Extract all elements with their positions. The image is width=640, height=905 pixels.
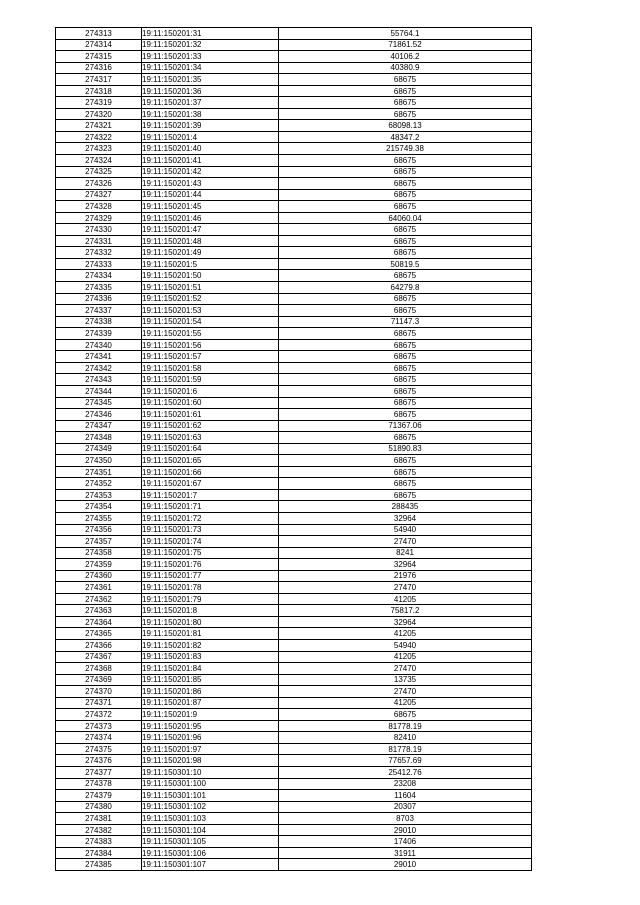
cadastral-number-cell: 19:11:150201:46 <box>142 212 279 224</box>
row-id-cell: 274369 <box>56 674 142 686</box>
value-cell: 68675 <box>279 374 532 386</box>
row-id-cell: 274314 <box>56 39 142 51</box>
row-id-cell: 274379 <box>56 790 142 802</box>
row-id-cell: 274332 <box>56 247 142 259</box>
table-row <box>56 74 532 86</box>
cadastral-number-cell: 19:11:150201:4 <box>142 131 279 143</box>
cadastral-number-cell: 19:11:150201:36 <box>142 85 279 97</box>
row-id-cell: 274339 <box>56 328 142 340</box>
row-id-cell: 274336 <box>56 293 142 305</box>
value-cell: 68675 <box>279 108 532 120</box>
row-id-cell: 274350 <box>56 455 142 467</box>
table-row <box>56 397 532 409</box>
table-row <box>56 697 532 709</box>
cadastral-number-cell: 19:11:150201:65 <box>142 455 279 467</box>
row-id-cell: 274360 <box>56 570 142 582</box>
table-row <box>56 755 532 767</box>
table-row <box>56 201 532 213</box>
value-cell: 68675 <box>279 189 532 201</box>
cadastral-number-cell: 19:11:150201:86 <box>142 686 279 698</box>
value-cell: 68675 <box>279 455 532 467</box>
row-id-cell: 274334 <box>56 270 142 282</box>
cadastral-number-cell: 19:11:150201:64 <box>142 443 279 455</box>
value-cell: 68675 <box>279 466 532 478</box>
row-id-cell: 274364 <box>56 616 142 628</box>
cadastral-number-cell: 19:11:150201:78 <box>142 582 279 594</box>
table-row <box>56 524 532 536</box>
value-cell: 68675 <box>279 339 532 351</box>
row-id-cell: 274384 <box>56 847 142 859</box>
table-row <box>56 282 532 294</box>
cadastral-number-cell: 19:11:150201:9 <box>142 709 279 721</box>
table-row <box>56 466 532 478</box>
row-id-cell: 274357 <box>56 536 142 548</box>
table-row <box>56 224 532 236</box>
value-cell: 68675 <box>279 328 532 340</box>
table-row <box>56 258 532 270</box>
cadastral-number-cell: 19:11:150201:77 <box>142 570 279 582</box>
cadastral-number-cell: 19:11:150201:52 <box>142 293 279 305</box>
row-id-cell: 274331 <box>56 235 142 247</box>
cadastral-number-cell: 19:11:150201:39 <box>142 120 279 132</box>
table-row <box>56 108 532 120</box>
cadastral-number-cell: 19:11:150201:35 <box>142 74 279 86</box>
row-id-cell: 274375 <box>56 743 142 755</box>
cadastral-number-cell: 19:11:150301:10 <box>142 767 279 779</box>
cadastral-number-cell: 19:11:150201:48 <box>142 235 279 247</box>
value-cell: 29010 <box>279 859 532 871</box>
cadastral-number-cell: 19:11:150201:66 <box>142 466 279 478</box>
value-cell: 68675 <box>279 155 532 167</box>
row-id-cell: 274374 <box>56 732 142 744</box>
value-cell: 68675 <box>279 235 532 247</box>
value-cell: 68675 <box>279 166 532 178</box>
value-cell: 68675 <box>279 293 532 305</box>
value-cell: 54940 <box>279 639 532 651</box>
table-row <box>56 582 532 594</box>
row-id-cell: 274381 <box>56 813 142 825</box>
cadastral-number-cell: 19:11:150201:71 <box>142 501 279 513</box>
cadastral-number-cell: 19:11:150201:49 <box>142 247 279 259</box>
table-row <box>56 778 532 790</box>
value-cell: 68098.13 <box>279 120 532 132</box>
cadastral-number-cell: 19:11:150201:53 <box>142 305 279 317</box>
cadastral-number-cell: 19:11:150201:58 <box>142 362 279 374</box>
value-cell: 20307 <box>279 801 532 813</box>
row-id-cell: 274315 <box>56 51 142 63</box>
row-id-cell: 274365 <box>56 628 142 640</box>
table-row <box>56 478 532 490</box>
cadastral-number-cell: 19:11:150201:44 <box>142 189 279 201</box>
cadastral-number-cell: 19:11:150301:107 <box>142 859 279 871</box>
row-id-cell: 274362 <box>56 593 142 605</box>
table-row <box>56 720 532 732</box>
cadastral-number-cell: 19:11:150201:5 <box>142 258 279 270</box>
value-cell: 82410 <box>279 732 532 744</box>
table-row <box>56 859 532 871</box>
row-id-cell: 274371 <box>56 697 142 709</box>
row-id-cell: 274359 <box>56 559 142 571</box>
row-id-cell: 274363 <box>56 605 142 617</box>
data-table <box>55 27 532 871</box>
row-id-cell: 274351 <box>56 466 142 478</box>
cadastral-number-cell: 19:11:150201:81 <box>142 628 279 640</box>
cadastral-number-cell: 19:11:150201:45 <box>142 201 279 213</box>
value-cell: 32964 <box>279 616 532 628</box>
cadastral-number-cell: 19:11:150201:32 <box>142 39 279 51</box>
row-id-cell: 274378 <box>56 778 142 790</box>
table-row <box>56 155 532 167</box>
table-row <box>56 305 532 317</box>
table-row <box>56 455 532 467</box>
cadastral-number-cell: 19:11:150201:43 <box>142 178 279 190</box>
table-row <box>56 709 532 721</box>
value-cell: 40106.2 <box>279 51 532 63</box>
cadastral-number-cell: 19:11:150201:84 <box>142 663 279 675</box>
row-id-cell: 274328 <box>56 201 142 213</box>
table-row <box>56 166 532 178</box>
cadastral-number-cell: 19:11:150201:7 <box>142 489 279 501</box>
table-row <box>56 790 532 802</box>
table-row <box>56 51 532 63</box>
value-cell: 51890.83 <box>279 443 532 455</box>
row-id-cell: 274338 <box>56 316 142 328</box>
row-id-cell: 274326 <box>56 178 142 190</box>
value-cell: 68675 <box>279 201 532 213</box>
row-id-cell: 274373 <box>56 720 142 732</box>
table-row <box>56 143 532 155</box>
table-row <box>56 247 532 259</box>
table-row <box>56 178 532 190</box>
cadastral-number-cell: 19:11:150301:104 <box>142 824 279 836</box>
cadastral-number-cell: 19:11:150201:87 <box>142 697 279 709</box>
row-id-cell: 274317 <box>56 74 142 86</box>
cadastral-number-cell: 19:11:150201:41 <box>142 155 279 167</box>
cadastral-number-cell: 19:11:150201:8 <box>142 605 279 617</box>
table-row <box>56 593 532 605</box>
value-cell: 54940 <box>279 524 532 536</box>
value-cell: 71861.52 <box>279 39 532 51</box>
table-row <box>56 97 532 109</box>
value-cell: 68675 <box>279 305 532 317</box>
value-cell: 27470 <box>279 582 532 594</box>
table-body <box>56 28 532 871</box>
row-id-cell: 274318 <box>56 85 142 97</box>
table-row <box>56 62 532 74</box>
value-cell: 31911 <box>279 847 532 859</box>
value-cell: 29010 <box>279 824 532 836</box>
value-cell: 71367.06 <box>279 420 532 432</box>
row-id-cell: 274345 <box>56 397 142 409</box>
row-id-cell: 274335 <box>56 282 142 294</box>
value-cell: 68675 <box>279 97 532 109</box>
row-id-cell: 274333 <box>56 258 142 270</box>
cadastral-number-cell: 19:11:150201:62 <box>142 420 279 432</box>
table-row <box>56 235 532 247</box>
row-id-cell: 274323 <box>56 143 142 155</box>
row-id-cell: 274349 <box>56 443 142 455</box>
cadastral-number-cell: 19:11:150301:100 <box>142 778 279 790</box>
value-cell: 27470 <box>279 536 532 548</box>
cadastral-number-cell: 19:11:150201:85 <box>142 674 279 686</box>
cadastral-number-cell: 19:11:150201:75 <box>142 547 279 559</box>
value-cell: 25412.76 <box>279 767 532 779</box>
cadastral-number-cell: 19:11:150201:80 <box>142 616 279 628</box>
value-cell: 48347.2 <box>279 131 532 143</box>
cadastral-number-cell: 19:11:150201:40 <box>142 143 279 155</box>
row-id-cell: 274358 <box>56 547 142 559</box>
value-cell: 68675 <box>279 351 532 363</box>
value-cell: 41205 <box>279 628 532 640</box>
cadastral-number-cell: 19:11:150301:105 <box>142 836 279 848</box>
table-row <box>56 663 532 675</box>
table-row <box>56 362 532 374</box>
value-cell: 68675 <box>279 85 532 97</box>
cadastral-number-cell: 19:11:150201:67 <box>142 478 279 490</box>
value-cell: 13735 <box>279 674 532 686</box>
cadastral-number-cell: 19:11:150201:97 <box>142 743 279 755</box>
row-id-cell: 274330 <box>56 224 142 236</box>
value-cell: 64060.04 <box>279 212 532 224</box>
cadastral-number-cell: 19:11:150201:61 <box>142 409 279 421</box>
row-id-cell: 274316 <box>56 62 142 74</box>
row-id-cell: 274329 <box>56 212 142 224</box>
row-id-cell: 274382 <box>56 824 142 836</box>
value-cell: 68675 <box>279 385 532 397</box>
table-row <box>56 489 532 501</box>
value-cell: 68675 <box>279 224 532 236</box>
table-row <box>56 570 532 582</box>
row-id-cell: 274348 <box>56 432 142 444</box>
cadastral-number-cell: 19:11:150201:38 <box>142 108 279 120</box>
value-cell: 68675 <box>279 74 532 86</box>
row-id-cell: 274319 <box>56 97 142 109</box>
cadastral-number-cell: 19:11:150201:50 <box>142 270 279 282</box>
value-cell: 23208 <box>279 778 532 790</box>
value-cell: 64279.8 <box>279 282 532 294</box>
row-id-cell: 274325 <box>56 166 142 178</box>
value-cell: 68675 <box>279 709 532 721</box>
value-cell: 68675 <box>279 270 532 282</box>
row-id-cell: 274385 <box>56 859 142 871</box>
cadastral-number-cell: 19:11:150201:95 <box>142 720 279 732</box>
row-id-cell: 274340 <box>56 339 142 351</box>
table-row <box>56 767 532 779</box>
cadastral-number-cell: 19:11:150201:42 <box>142 166 279 178</box>
cadastral-number-cell: 19:11:150301:101 <box>142 790 279 802</box>
cadastral-number-cell: 19:11:150201:60 <box>142 397 279 409</box>
table-row <box>56 432 532 444</box>
value-cell: 27470 <box>279 663 532 675</box>
table-row <box>56 686 532 698</box>
value-cell: 17406 <box>279 836 532 848</box>
cadastral-number-cell: 19:11:150201:59 <box>142 374 279 386</box>
cadastral-number-cell: 19:11:150201:47 <box>142 224 279 236</box>
table-row <box>56 813 532 825</box>
row-id-cell: 274342 <box>56 362 142 374</box>
cadastral-number-cell: 19:11:150201:51 <box>142 282 279 294</box>
value-cell: 41205 <box>279 651 532 663</box>
table-row <box>56 801 532 813</box>
table-row <box>56 351 532 363</box>
table-row <box>56 639 532 651</box>
cadastral-number-cell: 19:11:150201:73 <box>142 524 279 536</box>
value-cell: 81778.19 <box>279 743 532 755</box>
value-cell: 68675 <box>279 247 532 259</box>
table-row <box>56 501 532 513</box>
value-cell: 11604 <box>279 790 532 802</box>
table-row <box>56 536 532 548</box>
row-id-cell: 274356 <box>56 524 142 536</box>
table-row <box>56 189 532 201</box>
row-id-cell: 274367 <box>56 651 142 663</box>
row-id-cell: 274322 <box>56 131 142 143</box>
cadastral-number-cell: 19:11:150301:102 <box>142 801 279 813</box>
cadastral-number-cell: 19:11:150201:56 <box>142 339 279 351</box>
cadastral-number-cell: 19:11:150201:72 <box>142 512 279 524</box>
table-row <box>56 824 532 836</box>
row-id-cell: 274354 <box>56 501 142 513</box>
cadastral-number-cell: 19:11:150201:63 <box>142 432 279 444</box>
table-row <box>56 339 532 351</box>
value-cell: 55764.1 <box>279 28 532 40</box>
table-row <box>56 212 532 224</box>
row-id-cell: 274353 <box>56 489 142 501</box>
row-id-cell: 274337 <box>56 305 142 317</box>
row-id-cell: 274327 <box>56 189 142 201</box>
value-cell: 50819.5 <box>279 258 532 270</box>
row-id-cell: 274346 <box>56 409 142 421</box>
row-id-cell: 274313 <box>56 28 142 40</box>
table-row <box>56 316 532 328</box>
table-row <box>56 409 532 421</box>
value-cell: 75817.2 <box>279 605 532 617</box>
row-id-cell: 274370 <box>56 686 142 698</box>
row-id-cell: 274368 <box>56 663 142 675</box>
row-id-cell: 274341 <box>56 351 142 363</box>
value-cell: 8703 <box>279 813 532 825</box>
table-row <box>56 39 532 51</box>
value-cell: 81778.19 <box>279 720 532 732</box>
cadastral-number-cell: 19:11:150301:106 <box>142 847 279 859</box>
cadastral-number-cell: 19:11:150201:33 <box>142 51 279 63</box>
cadastral-number-cell: 19:11:150201:6 <box>142 385 279 397</box>
value-cell: 71147.3 <box>279 316 532 328</box>
row-id-cell: 274352 <box>56 478 142 490</box>
table-row <box>56 547 532 559</box>
cadastral-number-cell: 19:11:150201:57 <box>142 351 279 363</box>
table-row <box>56 131 532 143</box>
value-cell: 68675 <box>279 409 532 421</box>
row-id-cell: 274343 <box>56 374 142 386</box>
cadastral-number-cell: 19:11:150201:83 <box>142 651 279 663</box>
table-row <box>56 120 532 132</box>
row-id-cell: 274344 <box>56 385 142 397</box>
cadastral-number-cell: 19:11:150301:103 <box>142 813 279 825</box>
row-id-cell: 274383 <box>56 836 142 848</box>
table-row <box>56 270 532 282</box>
value-cell: 41205 <box>279 697 532 709</box>
value-cell: 68675 <box>279 178 532 190</box>
value-cell: 68675 <box>279 489 532 501</box>
row-id-cell: 274321 <box>56 120 142 132</box>
table-row <box>56 85 532 97</box>
row-id-cell: 274377 <box>56 767 142 779</box>
row-id-cell: 274361 <box>56 582 142 594</box>
table-row <box>56 605 532 617</box>
value-cell: 77657.69 <box>279 755 532 767</box>
table-row <box>56 847 532 859</box>
table-row <box>56 674 532 686</box>
table-row <box>56 732 532 744</box>
cadastral-number-cell: 19:11:150201:79 <box>142 593 279 605</box>
cadastral-number-cell: 19:11:150201:55 <box>142 328 279 340</box>
value-cell: 27470 <box>279 686 532 698</box>
cadastral-number-cell: 19:11:150201:76 <box>142 559 279 571</box>
cadastral-number-cell: 19:11:150201:54 <box>142 316 279 328</box>
table-row <box>56 512 532 524</box>
table-row <box>56 628 532 640</box>
row-id-cell: 274380 <box>56 801 142 813</box>
cadastral-number-cell: 19:11:150201:96 <box>142 732 279 744</box>
cadastral-number-cell: 19:11:150201:74 <box>142 536 279 548</box>
value-cell: 68675 <box>279 432 532 444</box>
value-cell: 41205 <box>279 593 532 605</box>
table-row <box>56 385 532 397</box>
table-row <box>56 443 532 455</box>
row-id-cell: 274372 <box>56 709 142 721</box>
cadastral-number-cell: 19:11:150201:82 <box>142 639 279 651</box>
value-cell: 32964 <box>279 559 532 571</box>
row-id-cell: 274324 <box>56 155 142 167</box>
value-cell: 68675 <box>279 397 532 409</box>
row-id-cell: 274320 <box>56 108 142 120</box>
table-row <box>56 651 532 663</box>
row-id-cell: 274347 <box>56 420 142 432</box>
table-row <box>56 836 532 848</box>
row-id-cell: 274355 <box>56 512 142 524</box>
value-cell: 8241 <box>279 547 532 559</box>
value-cell: 21976 <box>279 570 532 582</box>
value-cell: 40380.9 <box>279 62 532 74</box>
table-row <box>56 616 532 628</box>
cadastral-number-cell: 19:11:150201:31 <box>142 28 279 40</box>
table-row <box>56 293 532 305</box>
value-cell: 32964 <box>279 512 532 524</box>
table-row <box>56 420 532 432</box>
table-row <box>56 328 532 340</box>
cadastral-number-cell: 19:11:150201:98 <box>142 755 279 767</box>
row-id-cell: 274366 <box>56 639 142 651</box>
value-cell: 68675 <box>279 478 532 490</box>
value-cell: 68675 <box>279 362 532 374</box>
table-row <box>56 743 532 755</box>
cadastral-number-cell: 19:11:150201:37 <box>142 97 279 109</box>
value-cell: 288435 <box>279 501 532 513</box>
table-row <box>56 559 532 571</box>
table-row <box>56 28 532 40</box>
table-row <box>56 374 532 386</box>
row-id-cell: 274376 <box>56 755 142 767</box>
cadastral-number-cell: 19:11:150201:34 <box>142 62 279 74</box>
value-cell: 215749.38 <box>279 143 532 155</box>
